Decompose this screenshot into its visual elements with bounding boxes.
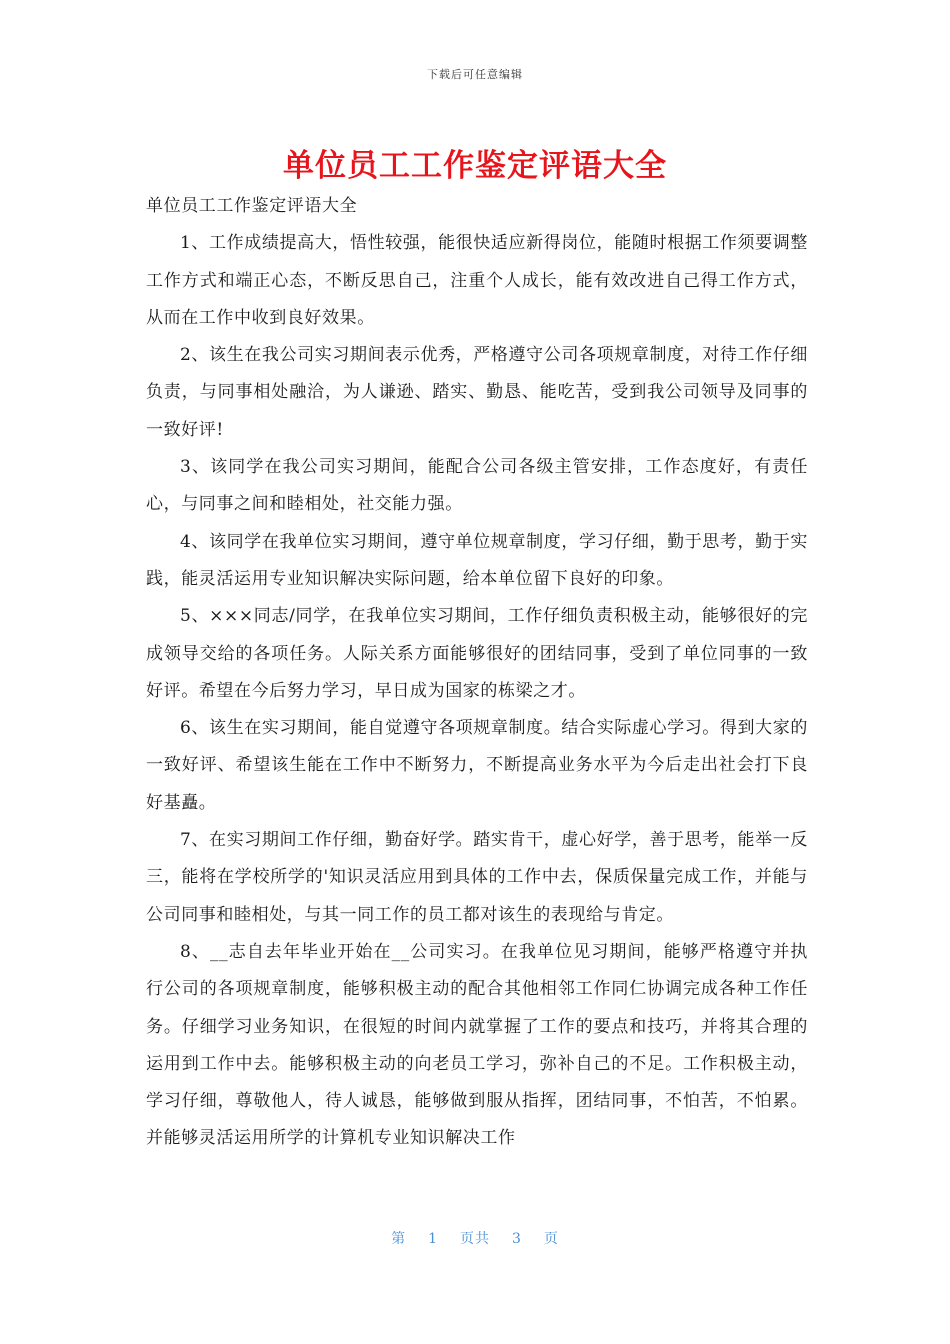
paragraph-1: 1、工作成绩提高大，悟性较强，能很快适应新得岗位，能随时根据工作须要调整工作方式和端正心态，不断反思自己，注重个人成长，能有效改进自己得工作方式，从而在工作中收到良好效果。 bbox=[146, 233, 808, 328]
page-prefix: 第 bbox=[391, 1231, 407, 1247]
document-subtitle: 单位员工工作鉴定评语大全 bbox=[146, 196, 358, 216]
page-footer bbox=[0, 1228, 950, 1248]
document-body bbox=[146, 188, 808, 1158]
paragraph-2: 2、该生在我公司实习期间表示优秀，严格遵守公司各项规章制度，对待工作仔细负责，与同事相处融洽，为人谦逊、踏实、勤恳、能吃苦，受到我公司领导及同事的一致好评! bbox=[146, 345, 808, 440]
page-suffix: 页 bbox=[543, 1231, 559, 1247]
paragraph-7: 7、在实习期间工作仔细，勤奋好学。踏实肯干，虚心好学，善于思考，能举一反三，能将在学校所学的'知识灵活应用到具体的工作中去，保质保量完成工作，并能与公司同事和睦相处，与其一同工作的员工都对该生的表现给与肯定。 bbox=[146, 830, 808, 925]
paragraph-6: 6、该生在实习期间，能自觉遵守各项规章制度。结合实际虚心学习。得到大家的一致好评、希望该生能在工作中不断努力，不断提高业务水平为今后走出社会打下良好基矗。 bbox=[146, 718, 808, 813]
paragraph-8: 8、__志自去年毕业开始在__公司实习。在我单位见习期间，能够严格遵守并执行公司的各项规章制度，能够积极主动的配合其他相邻工作同仁协调完成各种工作任务。仔细学习业务知识，在很短的时间内就掌握了工作的要点和技巧，并将其合理的运用到工作中去。能够积极主动的向老员工学习，弥补自己的不足。工作积极主动，学习仔细，尊敬他人，待人诚恳，能够做到服从指挥，团结同事，不怕苦，不怕累。并能够灵活运用所学的计算机专业知识解决工作 bbox=[146, 941, 808, 1149]
document-title: 单位员工工作鉴定评语大全 bbox=[283, 148, 667, 184]
page-number: 1 bbox=[428, 1231, 438, 1247]
header-note: 下载后可任意编辑 bbox=[427, 68, 523, 81]
paragraph-4: 4、该同学在我单位实习期间，遵守单位规章制度，学习仔细，勤于思考，勤于实践，能灵活运用专业知识解决实际问题，给本单位留下良好的印象。 bbox=[146, 531, 808, 589]
page-total: 3 bbox=[512, 1231, 522, 1247]
page-middle: 页共 bbox=[460, 1231, 490, 1247]
paragraph-3: 3、该同学在我公司实习期间，能配合公司各级主管安排，工作态度好，有责任心，与同事之间和睦相处，社交能力强。 bbox=[146, 457, 808, 515]
paragraph-5: 5、×××同志/同学，在我单位实习期间，工作仔细负责积极主动，能够很好的完成领导交给的各项任务。人际关系方面能够很好的团结同事，受到了单位同事的一致好评。希望在今后努力学习，早日成为国家的栋梁之才。 bbox=[146, 606, 808, 701]
